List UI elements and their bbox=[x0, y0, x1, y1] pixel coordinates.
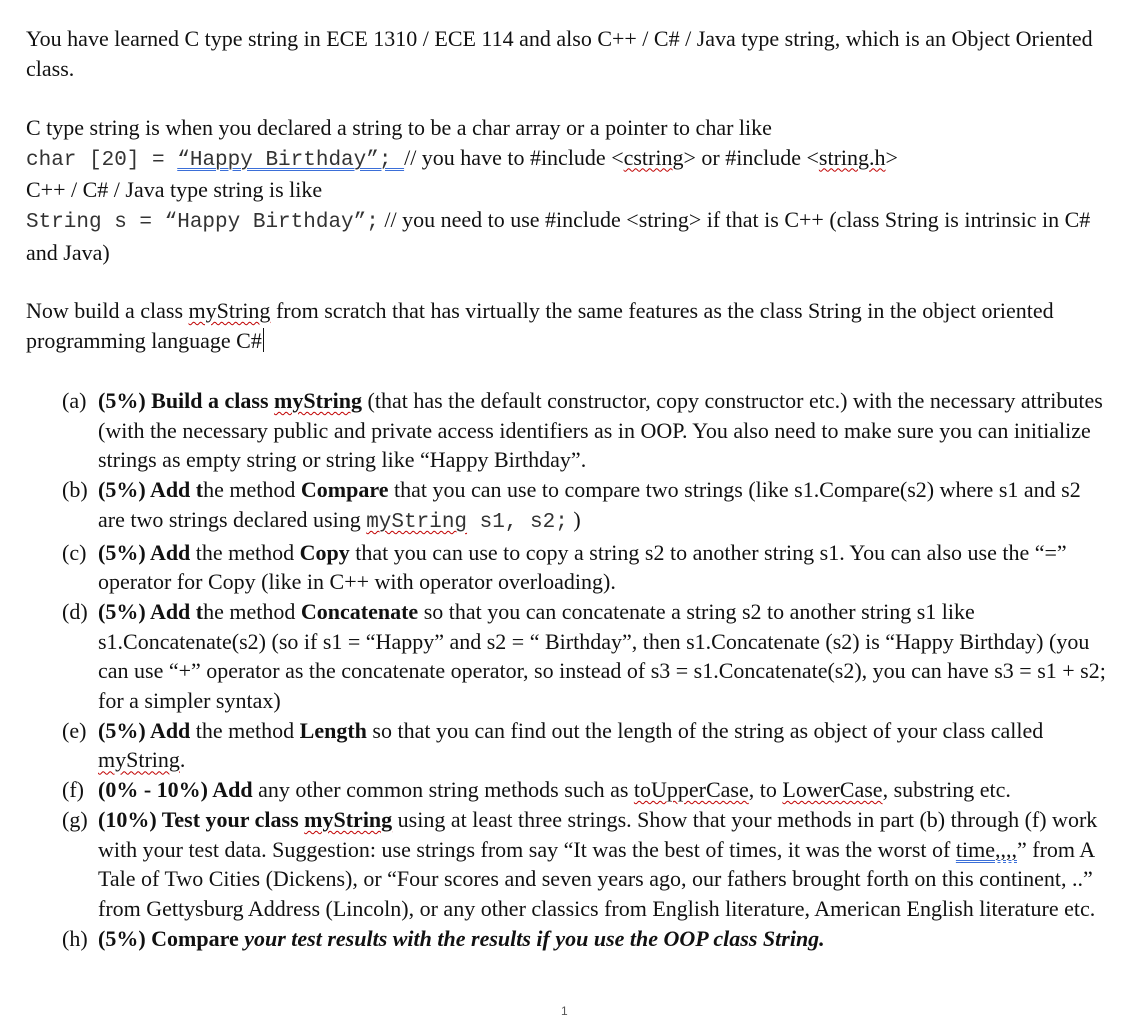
item-code-class: myString bbox=[366, 510, 468, 534]
item-marker: (b) bbox=[62, 477, 88, 503]
item-plain: the method bbox=[190, 539, 300, 565]
ctype-paragraph bbox=[26, 113, 1112, 268]
item-text: so that you can concatenate a string s2 to another string s1 like s1.Concatenate(s2) (so if s1 = “Happy” and s2 = “ Birthday”, then s1.Concatenate (s2) is “Happy Birthday) (you can use “+” operator as the concatenate operator, so instead of s3 = s1.Concatenate(s2), you can have s3 = s1 + s2; for a simpler syntax) bbox=[98, 598, 1106, 714]
list-item bbox=[62, 386, 1112, 475]
item-method-name: Concatenate bbox=[300, 598, 419, 624]
item-method-name: Length bbox=[299, 717, 367, 743]
item-marker: (a) bbox=[62, 388, 87, 413]
item-tail: ) bbox=[567, 506, 581, 532]
task-list bbox=[62, 386, 1112, 953]
ctype-comment-pre: // you have to #include < bbox=[404, 144, 624, 170]
item-class-name: myString bbox=[304, 806, 393, 832]
item-bold: (5%) Add bbox=[98, 539, 191, 565]
item-method-name: Compare bbox=[300, 477, 389, 503]
list-item bbox=[62, 475, 1112, 537]
cpp-comment: // you need to use #include <string> if that is C++ (class String is intrinsic in C# and Java) bbox=[26, 207, 1091, 265]
item-plain: he method bbox=[203, 598, 301, 624]
list-item bbox=[62, 775, 1112, 805]
item-class-name: myString bbox=[98, 747, 180, 773]
intro-text: You have learned C type string in ECE 1310 / ECE 114 and also C++ / C# / Java type string, which is an Object Oriented class. bbox=[26, 26, 1093, 81]
item-bold: (5%) Add bbox=[98, 717, 191, 743]
item-text: so that you can find out the length of the string as object of your class called bbox=[366, 717, 1044, 743]
item-marker: (f) bbox=[62, 777, 84, 803]
item-marker: (h) bbox=[62, 925, 88, 951]
ctype-description: C type string is when you declared a string to be a char array or a pointer to char like bbox=[26, 115, 772, 140]
item-bold-italic: your test results with the results if you use the OOP class String. bbox=[238, 925, 825, 951]
item-text: that you can use to compare two strings (like s1.Compare(s2) where s1 and s2 are two strings declared using bbox=[98, 477, 1081, 532]
include-cstring: cstring bbox=[623, 144, 684, 170]
item-tail: , substring etc. bbox=[882, 777, 1011, 803]
item-method-name: Copy bbox=[299, 539, 350, 565]
include-string-h: string.h bbox=[818, 144, 886, 170]
intro-paragraph bbox=[26, 24, 1112, 83]
list-item bbox=[62, 924, 1112, 954]
ctype-code-decl: char [20] = bbox=[26, 148, 178, 172]
item-marker: (d) bbox=[62, 598, 88, 624]
item-text: any other common string methods such as bbox=[252, 777, 634, 803]
item-time-word: time,,,, bbox=[955, 836, 1017, 862]
list-item bbox=[62, 716, 1112, 775]
ctype-comment-end: > bbox=[885, 144, 898, 170]
item-bold: (5%) Build a class bbox=[98, 388, 275, 413]
item-class-name: myString bbox=[274, 388, 363, 413]
item-mid: , to bbox=[748, 777, 783, 803]
item-bold: (5%) Add t bbox=[98, 598, 204, 624]
item-plain: the method bbox=[190, 717, 300, 743]
build-class-name: myString bbox=[188, 298, 271, 323]
item-bold: (10%) Test your class bbox=[98, 806, 305, 832]
text-cursor bbox=[263, 328, 264, 352]
item-plain: he method bbox=[203, 477, 301, 503]
cpp-description: C++ / C# / Java type string is like bbox=[26, 177, 323, 203]
item-marker: (g) bbox=[62, 806, 88, 832]
item-bold: (5%) Compare bbox=[98, 925, 239, 951]
item-tail: ” from A Tale of Two Cities (Dickens), or “Four scores and seven years ago, our fathers brought forth on this continent, ..” from Gettysburg Address (Lincoln), or any other classics from English literature, American English literature etc. bbox=[98, 836, 1096, 921]
item-text: that you can use to copy a string s2 to another string s1. You can also use the “=” operator for Copy (like in C++ with operator overloading). bbox=[98, 539, 1067, 595]
item-tail: . bbox=[179, 747, 186, 773]
list-item bbox=[62, 538, 1112, 597]
item-text: using at least three strings. Show that your methods in part (b) through (f) work with your test data. Suggestion: use strings from say “It was the best of times, it was the worst of bbox=[98, 806, 1098, 862]
list-item bbox=[62, 805, 1112, 924]
build-post: from scratch that has virtually the same features as the class String in the object oriented programming language C# bbox=[26, 298, 1054, 353]
item-marker: (c) bbox=[62, 539, 87, 565]
list-item bbox=[62, 597, 1112, 716]
page-number: 1 bbox=[561, 1004, 568, 1018]
item-code-vars: s1, s2; bbox=[467, 510, 568, 534]
build-paragraph bbox=[26, 296, 1112, 355]
item-bold: (5%) Add t bbox=[98, 477, 204, 503]
item-bold: (0% - 10%) Add bbox=[98, 777, 253, 803]
item-text: (that has the default constructor, copy constructor etc.) with the necessary attributes (with the necessary public and private access identifiers as in OOP. You also need to make sure you can initialize strings as empty string or string like “Happy Birthday”. bbox=[98, 388, 1103, 473]
item-lower-case: LowerCase bbox=[782, 777, 883, 803]
item-upper-case: toUpperCase bbox=[633, 777, 749, 803]
item-marker: (e) bbox=[62, 717, 87, 743]
cpp-code: String s = “Happy Birthday”; bbox=[26, 211, 379, 235]
build-pre: Now build a class bbox=[26, 298, 189, 323]
ctype-code-value: “Happy Birthday”; bbox=[177, 148, 405, 172]
ctype-comment-mid: > or #include < bbox=[683, 144, 819, 170]
